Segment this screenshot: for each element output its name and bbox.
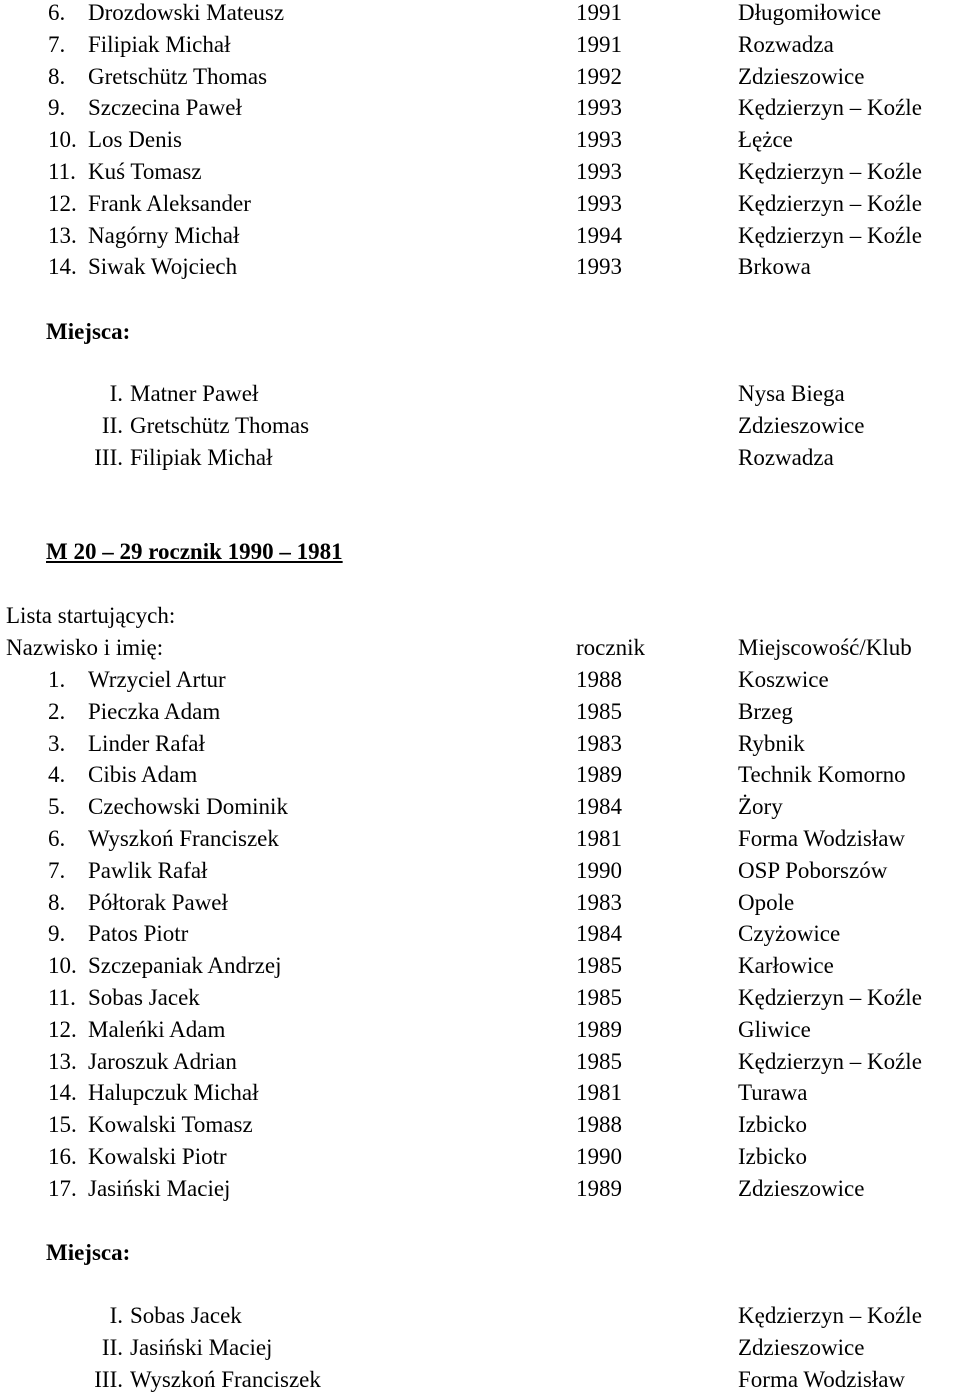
place-number: II.: [101, 412, 123, 438]
category-title: M 20 – 29 rocznik 1990 – 1981: [46, 539, 343, 564]
list-item: [0, 950, 960, 982]
birth-year: 1993: [576, 127, 622, 153]
list-item: [0, 887, 960, 919]
competitor-name: Filipiak Michał: [130, 444, 273, 470]
competitor-name: Jaroszuk Adrian: [88, 1048, 237, 1074]
list-item: [0, 918, 960, 950]
podium-item: [0, 1300, 960, 1332]
row-number: 11.: [48, 984, 76, 1010]
row-number: 2.: [48, 698, 66, 724]
list-item: [0, 29, 960, 61]
club-place: Kędzierzyn – Koźle: [738, 95, 922, 121]
competitor-name: Półtorak Paweł: [88, 889, 228, 915]
podium-item: [0, 410, 960, 442]
competitor-name: Filipiak Michał: [88, 31, 231, 57]
podium-item: [0, 442, 960, 474]
club-place: Zdzieszowice: [738, 412, 865, 438]
competitor-name: Sobas Jacek: [130, 1303, 242, 1328]
list-item: [0, 664, 960, 696]
competitor-name: Kowalski Tomasz: [88, 1112, 253, 1138]
competitor-name: Kowalski Piotr: [88, 1143, 227, 1169]
row-number: 7.: [48, 857, 66, 883]
row-number: 14.: [48, 1080, 77, 1106]
podium-list: [0, 1300, 960, 1395]
competitor-name: Wrzyciel Artur: [88, 667, 226, 692]
club-place: Łężce: [738, 127, 793, 153]
club-place: Żory: [738, 794, 783, 820]
competitor-name: Cibis Adam: [88, 762, 198, 788]
list-item: [0, 1046, 960, 1078]
club-place: Brzeg: [738, 698, 793, 724]
list-item: [0, 61, 960, 93]
club-place: Kędzierzyn – Koźle: [738, 1303, 922, 1328]
row-number: 4.: [48, 762, 66, 788]
birth-year: 1992: [576, 63, 622, 89]
birth-year: 1993: [576, 254, 622, 280]
club-place: Nysa Biega: [738, 381, 845, 406]
competitor-name: Patos Piotr: [88, 921, 189, 947]
club-place: Zdzieszowice: [738, 1334, 865, 1360]
place-number: III.: [94, 1366, 123, 1392]
club-place: Rozwadza: [738, 444, 834, 470]
place-number: I.: [109, 1303, 123, 1328]
club-place: Kędzierzyn – Koźle: [738, 984, 922, 1010]
birth-year: 1990: [576, 1143, 622, 1169]
row-number: 12.: [48, 1016, 77, 1042]
birth-year: 1984: [576, 921, 622, 947]
list-item: [0, 1109, 960, 1141]
row-number: 8.: [48, 63, 66, 89]
row-number: 16.: [48, 1143, 77, 1169]
list-item: [0, 251, 960, 283]
list-item: [0, 1141, 960, 1173]
club-place: Izbicko: [738, 1143, 807, 1169]
header-year: rocznik: [576, 635, 645, 660]
club-place: Karłowice: [738, 953, 834, 979]
podium-item: [0, 1332, 960, 1364]
competitor-name: Gretschütz Thomas: [88, 63, 268, 89]
list-item: [0, 791, 960, 823]
row-number: 14.: [48, 254, 77, 280]
competitor-name: Kuś Tomasz: [88, 158, 202, 184]
birth-year: 1983: [576, 730, 622, 756]
list-item: [0, 220, 960, 252]
club-place: Turawa: [738, 1080, 808, 1106]
birth-year: 1988: [576, 667, 622, 692]
list-item: [0, 696, 960, 728]
table-header: [0, 632, 960, 664]
club-place: OSP Poborszów: [738, 857, 888, 883]
list-item: [0, 823, 960, 855]
club-place: Gliwice: [738, 1016, 811, 1042]
competitor-name: Wyszkoń Franciszek: [130, 1366, 321, 1392]
competitor-name: Halupczuk Michał: [88, 1080, 259, 1106]
competitor-name: Matner Paweł: [130, 381, 259, 406]
list-item: [0, 855, 960, 887]
row-number: 6.: [48, 825, 66, 851]
competitor-name: Nagórny Michał: [88, 222, 240, 248]
podium-item: [0, 1364, 960, 1396]
club-place: Długomiłowice: [738, 0, 882, 25]
birth-year: 1981: [576, 825, 622, 851]
birth-year: 1981: [576, 1080, 622, 1106]
birth-year: 1985: [576, 698, 622, 724]
birth-year: 1993: [576, 190, 622, 216]
row-number: 3.: [48, 730, 66, 756]
row-number: 12.: [48, 190, 77, 216]
birth-year: 1994: [576, 222, 622, 248]
competitor-name: Jasiński Maciej: [88, 1175, 231, 1201]
list-item: [0, 1014, 960, 1046]
podium-item: [0, 378, 960, 410]
competitor-name: Jasiński Maciej: [130, 1334, 273, 1360]
club-place: Technik Komorno: [738, 762, 906, 788]
list-item: [0, 1077, 960, 1109]
competitor-name: Czechowski Dominik: [88, 794, 288, 820]
list-item: [0, 188, 960, 220]
club-place: Forma Wodzisław: [738, 825, 906, 851]
list-item: [0, 92, 960, 124]
club-place: Kędzierzyn – Koźle: [738, 190, 922, 216]
birth-year: 1983: [576, 889, 622, 915]
competitor-name: Szczepaniak Andrzej: [88, 953, 282, 979]
birth-year: 1991: [576, 0, 622, 25]
row-number: 8.: [48, 889, 66, 915]
row-number: 7.: [48, 31, 66, 57]
birth-year: 1989: [576, 1175, 622, 1201]
row-number: 17.: [48, 1175, 77, 1201]
list-label: Lista startujących:: [6, 603, 176, 628]
list-item: [0, 728, 960, 760]
header-row: [0, 632, 960, 664]
birth-year: 1993: [576, 158, 622, 184]
list-item: [0, 156, 960, 188]
birth-year: 1985: [576, 1048, 622, 1074]
competitor-name: Sobas Jacek: [88, 984, 200, 1010]
row-number: 9.: [48, 921, 66, 947]
top-results-list: [0, 0, 960, 283]
header-place: Miejscowość/Klub: [738, 635, 912, 660]
row-number: 10.: [48, 953, 77, 979]
row-number: 15.: [48, 1112, 77, 1138]
birth-year: 1990: [576, 857, 622, 883]
places-heading: Miejsca:: [46, 1240, 131, 1265]
list-item: [0, 1173, 960, 1205]
competitor-name: Frank Aleksander: [88, 190, 251, 216]
row-number: 6.: [48, 0, 66, 25]
competitor-name: Gretschütz Thomas: [130, 412, 310, 438]
place-number: II.: [101, 1334, 123, 1360]
club-place: Forma Wodzisław: [738, 1366, 906, 1392]
place-number: I.: [109, 381, 123, 406]
birth-year: 1985: [576, 953, 622, 979]
list-item: [0, 982, 960, 1014]
place-number: III.: [94, 444, 123, 470]
row-number: 13.: [48, 222, 77, 248]
competitor-name: Linder Rafał: [88, 730, 205, 756]
club-place: Kędzierzyn – Koźle: [738, 158, 922, 184]
birth-year: 1989: [576, 1016, 622, 1042]
competitor-name: Siwak Wojciech: [88, 254, 238, 280]
club-place: Koszwice: [738, 667, 829, 692]
row-number: 13.: [48, 1048, 77, 1074]
birth-year: 1988: [576, 1112, 622, 1138]
club-place: Kędzierzyn – Koźle: [738, 222, 922, 248]
list-item: [0, 124, 960, 156]
birth-year: 1984: [576, 794, 622, 820]
club-place: Zdzieszowice: [738, 63, 865, 89]
birth-year: 1985: [576, 984, 622, 1010]
club-place: Brkowa: [738, 254, 811, 280]
competitor-name: Wyszkoń Franciszek: [88, 825, 279, 851]
competitor-name: Pieczka Adam: [88, 698, 221, 724]
list-item: [0, 759, 960, 791]
header-name: Nazwisko i imię:: [6, 635, 164, 660]
birth-year: 1991: [576, 31, 622, 57]
birth-year: 1989: [576, 762, 622, 788]
list-item: [0, 0, 960, 29]
club-place: Rybnik: [738, 730, 805, 756]
row-number: 10.: [48, 127, 77, 153]
club-place: Izbicko: [738, 1112, 807, 1138]
club-place: Zdzieszowice: [738, 1175, 865, 1201]
competitor-name: Szczecina Paweł: [88, 95, 242, 121]
starters-list: [0, 664, 960, 1205]
club-place: Opole: [738, 889, 795, 915]
competitor-name: Pawlik Rafał: [88, 857, 208, 883]
competitor-name: Drozdowski Mateusz: [88, 0, 285, 25]
places-heading: Miejsca:: [46, 319, 131, 344]
row-number: 11.: [48, 158, 76, 184]
birth-year: 1993: [576, 95, 622, 121]
competitor-name: Los Denis: [88, 127, 182, 153]
row-number: 1.: [48, 667, 66, 692]
row-number: 5.: [48, 794, 66, 820]
podium-list: [0, 378, 960, 473]
club-place: Kędzierzyn – Koźle: [738, 1048, 922, 1074]
competitor-name: Maleńki Adam: [88, 1016, 226, 1042]
row-number: 9.: [48, 95, 66, 121]
club-place: Czyżowice: [738, 921, 841, 947]
club-place: Rozwadza: [738, 31, 834, 57]
